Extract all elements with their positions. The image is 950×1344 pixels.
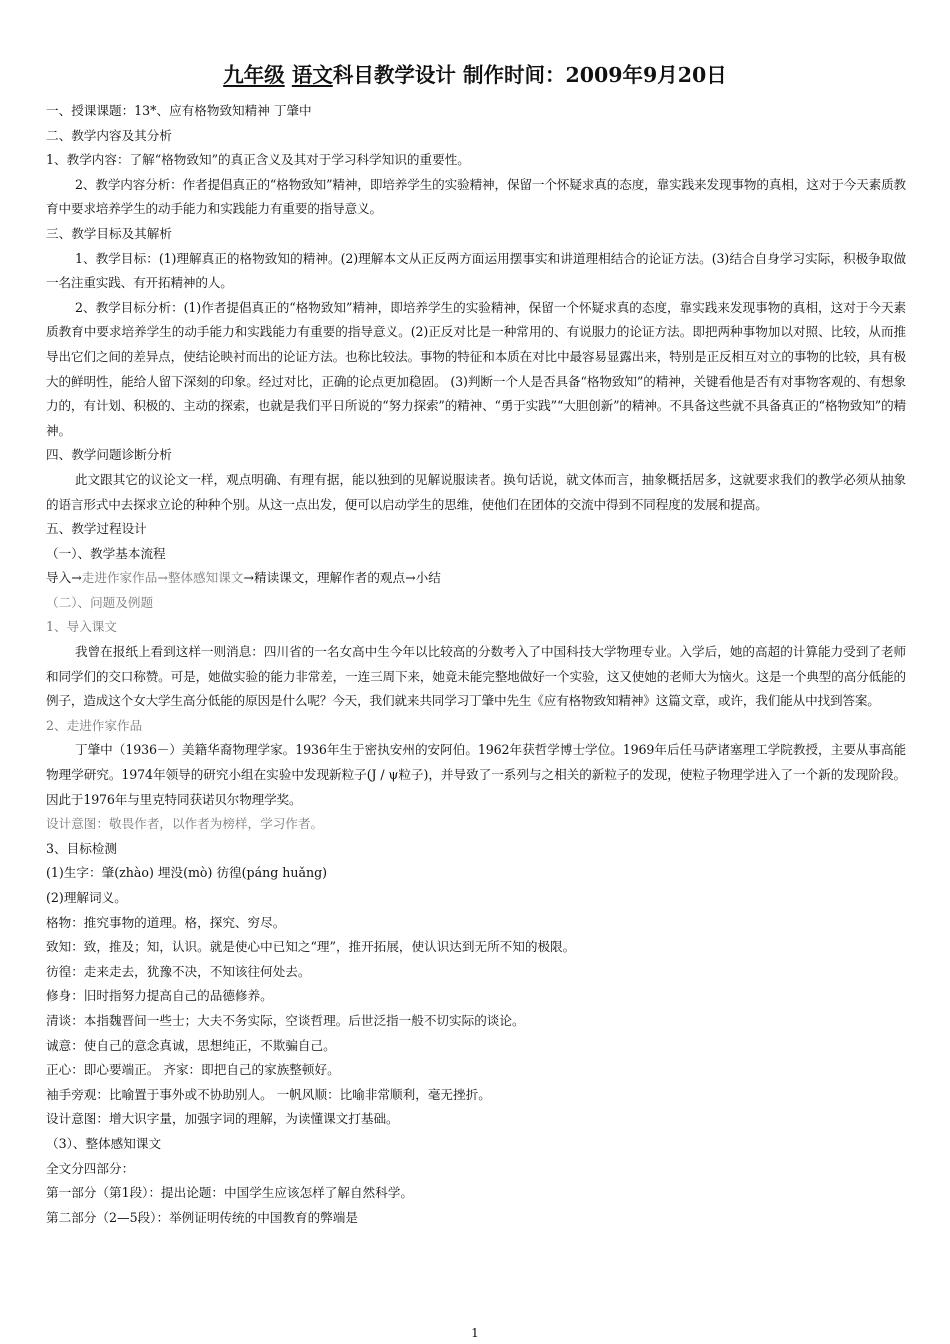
title-rest: 科目教学设计 制作时间：2009年9月20日 bbox=[332, 63, 727, 87]
structure-intro: 全文分四部分： bbox=[46, 1160, 135, 1176]
title-grade: 九年级 bbox=[223, 63, 285, 87]
vocab-panghuang: 彷徨：走来走去，犹豫不决，不知该往何处去。 bbox=[46, 963, 311, 979]
author-heading: 2、走进作家作品 bbox=[46, 717, 143, 733]
flow-middle: 走进作家作品→整体感知课文 bbox=[81, 570, 244, 586]
vocab-gewu: 格物：推究事物的道理。格，探究、穷尽。 bbox=[46, 914, 286, 930]
flow-end: →精读课文，理解作者的观点→小结 bbox=[243, 570, 441, 586]
section-2-heading: 二、教学内容及其分析 bbox=[46, 127, 172, 143]
vocab-heading: (2)理解词义。 bbox=[46, 890, 127, 905]
basic-flow bbox=[46, 566, 906, 591]
vocab-zhizhi: 致知：致，推及；知，认识。就是使心中已知之“理”，推开拓展，使认识达到无所不知的极限。 bbox=[46, 939, 576, 955]
questions-heading: （二）、问题及例题 bbox=[46, 594, 154, 610]
document-title bbox=[0, 58, 950, 88]
problem-diagnosis: 此文跟其它的议论文一样，观点明确、有理有据，能以独到的见解说服读者。换句话说，就文体而言，抽象概括居多，这就要求我们的教学必须从抽象的语言形式中去探求立论的种种个别。从这一点出发，便可以启动学生的思维，使他们在团体的交流中得到不同程度的发展和提高。 bbox=[46, 471, 906, 512]
teaching-content-analysis: 2、教学内容分析：作者提倡真正的“格物致知”精神，即培养学生的实验精神，保留一个怀疑求真的态度，靠实践来发现事物的真相，这对于今天素质教育中要求培养学生的动手能力和实践能力有重要的指导意义。 bbox=[46, 176, 906, 217]
page-number: 1 bbox=[471, 1326, 479, 1340]
structure-part-2: 第二部分（2—5段）：举例证明传统的中国教育的弊端是 bbox=[46, 1209, 358, 1225]
section-4-heading: 四、教学问题诊断分析 bbox=[46, 447, 172, 463]
overall-perception-heading: （3）、整体感知课文 bbox=[46, 1135, 162, 1151]
author-bio: 丁肇中（1936－）美籍华裔物理学家。1936年生于密执安州的安阿伯。1962年获哲学博士学位。1969年后任马萨诸塞理工学院教授，主要从事高能物理学研究。1974年领导的研究小组在实验中发现新粒子(J / ψ粒子)，并导致了一系列与之相关的新粒子的发现，使粒子物理学进入了一个新的发现阶段。因此于1976年与里克特同获诺贝尔物理学奖。 bbox=[46, 742, 906, 807]
section-5-heading: 五、教学过程设计 bbox=[46, 521, 147, 537]
goal-check-heading: 3、目标检测 bbox=[46, 840, 117, 856]
section-1-heading: 一、授课课题：13*、应有格物致知精神 丁肇中 bbox=[46, 103, 312, 118]
document-body bbox=[46, 99, 906, 1230]
vocab-xiushen: 修身：旧时指努力提高自己的品德修养。 bbox=[46, 988, 273, 1004]
vocab-qingtan: 清谈：本指魏晋间一些士；大夫不务实际，空谈哲理。后世泛指一般不切实际的谈论。 bbox=[46, 1012, 525, 1028]
design-intent-2: 设计意图：增大识字量，加强字词的理解，为读懂课文打基础。 bbox=[46, 1111, 399, 1127]
section-3-heading: 三、教学目标及其解析 bbox=[46, 225, 172, 241]
lead-in-text: 我曾在报纸上看到这样一则消息：四川省的一名女高中生今年以比较高的分数考入了中国科技大学物理专业。入学后，她的高超的计算能力受到了老师和同学们的交口称赞。可是，她做实验的能力非常差，一连三周下来，她竟未能完整地做好一个实验，这又使她的老师大为恼火。这是一个典型的高分低能的例子，造成这个女大学生高分低能的原因是什么呢？今天，我们就来共同学习丁肇中先生《应有格物致知精神》这篇文章，或许，我们能从中找到答案。 bbox=[46, 644, 906, 709]
title-subject: 语文 bbox=[291, 63, 333, 87]
structure-part-1: 第一部分（第1段）：提出论题：中国学生应该怎样了解自然科学。 bbox=[46, 1185, 413, 1201]
new-characters: (1)生字：肇(zhào) 埋没(mò) 彷徨(páng huǎng) bbox=[46, 865, 328, 881]
teaching-content: 1、教学内容：了解“格物致知”的真正含义及其对于学习科学知识的重要性。 bbox=[46, 152, 470, 168]
flow-intro: 导入→ bbox=[46, 570, 82, 586]
vocab-xiushou-yifan: 袖手旁观：比喻置于事外或不协助别人。 一帆风顺：比喻非常顺利，毫无挫折。 bbox=[46, 1086, 491, 1102]
vocab-chengyi: 诚意：使自己的意念真诚，思想纯正，不欺骗自己。 bbox=[46, 1037, 336, 1053]
teaching-goals: 1、教学目标：(1)理解真正的格物致知的精神。(2)理解本文从正反两方面运用摆事实和讲道理相结合的论证方法。(3)结合自身学习实际，积极争取做一名注重实践、有开拓精神的人。 bbox=[46, 250, 906, 291]
design-intent-1: 设计意图：敬畏作者，以作者为榜样，学习作者。 bbox=[46, 816, 324, 832]
vocab-zhengxin-qijia: 正心：即心要端正。 齐家：即把自己的家族整顿好。 bbox=[46, 1062, 340, 1078]
lead-in-heading: 1、导入课文 bbox=[46, 619, 117, 635]
basic-flow-heading: （一）、教学基本流程 bbox=[46, 545, 166, 561]
teaching-goals-analysis: 2、教学目标分析：(1)作者提倡真正的“格物致知”精神，即培养学生的实验精神，保留一个怀疑求真的态度，靠实践来发现事物的真相，这对于今天素质教育中要求培养学生的动手能力和实践能力有重要的指导意义。(2)正反对比是一种常用的、有说服力的论证方法。即把两种事物加以对照、比较，从而推导出它们之间的差异点，使结论映衬而出的论证方法。也称比较法。事物的特征和本质在对比中最容易显露出来，特别是正反相互对立的事物的比较，具有极大的鲜明性，能给人留下深刻的印象。经过对比，正确的论点更加稳固。 (3)判断一个人是否具备“格物致知”的精神，关键看他是否有对事物客观的、有想象力的，有计划、积极的、主动的探索，也就是我们平日所说的“努力探索”的精神、“勇于实践”“大胆创新”的精神。不具备这些就不具备真正的“格物致知”的精神。 bbox=[46, 299, 906, 438]
